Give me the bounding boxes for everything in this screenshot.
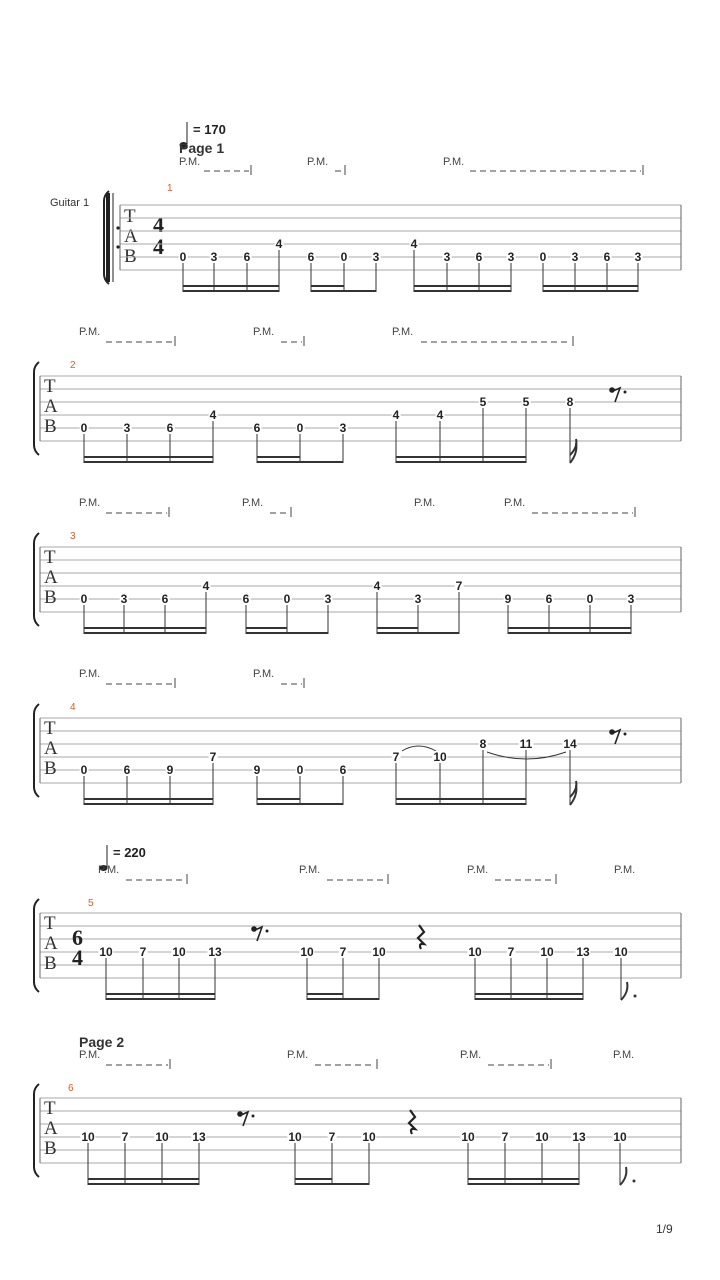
fret-number: 10 (362, 1130, 376, 1144)
fret-number: 13 (576, 945, 590, 959)
fret-number: 6 (161, 592, 169, 606)
fret-number: 7 (121, 1130, 129, 1144)
palm-mute-label: P.M. (460, 1049, 482, 1061)
fret-number: 9 (253, 763, 261, 777)
fret-number: 10 (300, 945, 314, 959)
fret-number: 3 (414, 592, 422, 606)
fret-number: 6 (243, 250, 251, 264)
palm-mute-label: P.M. (287, 1049, 309, 1061)
page-number: 1/9 (656, 1222, 673, 1236)
beam-secondary (295, 1178, 332, 1180)
fret-number: 13 (192, 1130, 206, 1144)
fret-number: 3 (443, 250, 451, 264)
fret-number: 6 (242, 592, 250, 606)
fret-number: 11 (519, 737, 533, 751)
note-flag (620, 1167, 626, 1185)
fret-number: 3 (634, 250, 642, 264)
fret-number: 4 (436, 408, 444, 422)
fret-number: 10 (155, 1130, 169, 1144)
beam-secondary (88, 1178, 199, 1180)
fret-number: 6 (307, 250, 315, 264)
page-title-2: Page 2 (79, 1034, 125, 1050)
palm-mute-label: P.M. (79, 497, 101, 509)
measure-number: 6 (68, 1083, 74, 1094)
system-bracket (34, 1084, 39, 1177)
tab-clef-t: T (44, 547, 56, 568)
fret-number: 3 (339, 421, 347, 435)
tempo-value: = 170 (193, 122, 226, 137)
fret-number: 8 (479, 737, 487, 751)
fret-number: 0 (586, 592, 594, 606)
tab-clef-b: B (124, 246, 137, 267)
tab-clef-a: A (124, 226, 138, 247)
beam-primary (295, 1183, 369, 1185)
fret-number: 6 (603, 250, 611, 264)
tab-clef-b: B (44, 1138, 57, 1159)
dot (633, 1180, 636, 1183)
palm-mute-label: P.M. (392, 326, 414, 338)
fret-number: 13 (208, 945, 222, 959)
fret-number: 0 (80, 421, 88, 435)
tab-clef-a: A (44, 933, 58, 954)
palm-mute-label: P.M. (307, 156, 329, 168)
fret-number: 0 (296, 421, 304, 435)
fret-number: 4 (202, 579, 210, 593)
palm-mute-label: P.M. (614, 864, 636, 876)
beam-secondary (468, 1178, 579, 1180)
palm-mute-label: P.M. (443, 156, 465, 168)
tab-clef-t: T (44, 718, 56, 739)
fret-number: 7 (339, 945, 347, 959)
fret-number: 7 (392, 750, 400, 764)
measure-number: 3 (70, 531, 76, 542)
fret-number: 10 (372, 945, 386, 959)
fret-number: 9 (504, 592, 512, 606)
tab-clef-t: T (124, 206, 136, 227)
palm-mute-label: P.M. (242, 497, 264, 509)
beam-primary (88, 1183, 199, 1185)
fret-number: 4 (410, 237, 418, 251)
fret-number: 8 (566, 395, 574, 409)
fret-number: 3 (120, 592, 128, 606)
palm-mute-label: P.M. (504, 497, 526, 509)
quarter-rest-icon (409, 1110, 415, 1134)
fret-number: 10 (99, 945, 113, 959)
fret-number: 6 (475, 250, 483, 264)
measure-number: 2 (70, 360, 76, 371)
fret-number: 10 (461, 1130, 475, 1144)
time-signature-bottom: 4 (153, 234, 164, 259)
fret-number: 3 (123, 421, 131, 435)
fret-number: 7 (209, 750, 217, 764)
fret-number: 4 (275, 237, 283, 251)
fret-number: 3 (627, 592, 635, 606)
fret-number: 7 (328, 1130, 336, 1144)
fret-number: 5 (522, 395, 530, 409)
fret-number: 3 (210, 250, 218, 264)
tab-clef-b: B (44, 758, 57, 779)
fret-number: 10 (613, 1130, 627, 1144)
fret-number: 10 (288, 1130, 302, 1144)
palm-mute-label: P.M. (299, 864, 321, 876)
palm-mute-label: P.M. (179, 156, 201, 168)
palm-mute-label: P.M. (467, 864, 489, 876)
fret-number: 0 (340, 250, 348, 264)
fret-number: 7 (501, 1130, 509, 1144)
fret-number: 13 (572, 1130, 586, 1144)
fret-number: 10 (172, 945, 186, 959)
fret-number: 4 (373, 579, 381, 593)
tab-clef-a: A (44, 396, 58, 417)
fret-number: 10 (468, 945, 482, 959)
fret-number: 7 (455, 579, 463, 593)
tab-clef-b: B (44, 953, 57, 974)
fret-number: 0 (80, 763, 88, 777)
fret-number: 10 (614, 945, 628, 959)
beam-primary (468, 1183, 579, 1185)
fret-number: 3 (571, 250, 579, 264)
dot (252, 1115, 255, 1118)
palm-mute-label: P.M. (253, 668, 275, 680)
instrument-label: Guitar 1 (50, 197, 90, 209)
fret-number: 4 (209, 408, 217, 422)
fret-number: 6 (166, 421, 174, 435)
fret-number: 9 (166, 763, 174, 777)
fret-number: 3 (372, 250, 380, 264)
tab-clef-a: A (44, 738, 58, 759)
fret-number: 14 (563, 737, 577, 751)
palm-mute-label: P.M. (613, 1049, 635, 1061)
fret-number: 10 (540, 945, 554, 959)
fret-number: 3 (507, 250, 515, 264)
fret-number: 3 (324, 592, 332, 606)
time-signature-top: 4 (153, 212, 164, 237)
fret-number: 10 (535, 1130, 549, 1144)
fret-number: 0 (80, 592, 88, 606)
page-title: Page 1 (179, 140, 225, 156)
fret-number: 0 (539, 250, 547, 264)
palm-mute-label: P.M. (79, 1049, 101, 1061)
tab-clef-a: A (44, 1118, 58, 1139)
tab-clef-a: A (44, 567, 58, 588)
fret-number: 6 (545, 592, 553, 606)
fret-number: 5 (479, 395, 487, 409)
tab-clef-b: B (44, 587, 57, 608)
tab-clef-t: T (44, 376, 56, 397)
tab-clef-t: T (44, 1098, 56, 1119)
measure-number: 5 (88, 898, 94, 909)
palm-mute-label: P.M. (79, 668, 101, 680)
fret-number: 0 (179, 250, 187, 264)
time-signature-bottom: 4 (72, 945, 83, 970)
palm-mute-label: P.M. (98, 864, 120, 876)
measure-number: 4 (70, 702, 76, 713)
measure-number: 1 (167, 183, 173, 194)
palm-mute-label: P.M. (414, 497, 436, 509)
fret-number: 0 (296, 763, 304, 777)
fret-number: 4 (392, 408, 400, 422)
fret-number: 0 (283, 592, 291, 606)
tab-clef-b: B (44, 416, 57, 437)
fret-number: 10 (433, 750, 447, 764)
fret-number: 7 (507, 945, 515, 959)
time-signature-top: 6 (72, 925, 83, 950)
fret-number: 6 (253, 421, 261, 435)
palm-mute-label: P.M. (253, 326, 275, 338)
fret-number: 6 (123, 763, 131, 777)
fret-number: 7 (139, 945, 147, 959)
tempo-value: = 220 (113, 845, 146, 860)
tab-clef-t: T (44, 913, 56, 934)
palm-mute-label: P.M. (79, 326, 101, 338)
fret-number: 6 (339, 763, 347, 777)
fret-number: 10 (81, 1130, 95, 1144)
